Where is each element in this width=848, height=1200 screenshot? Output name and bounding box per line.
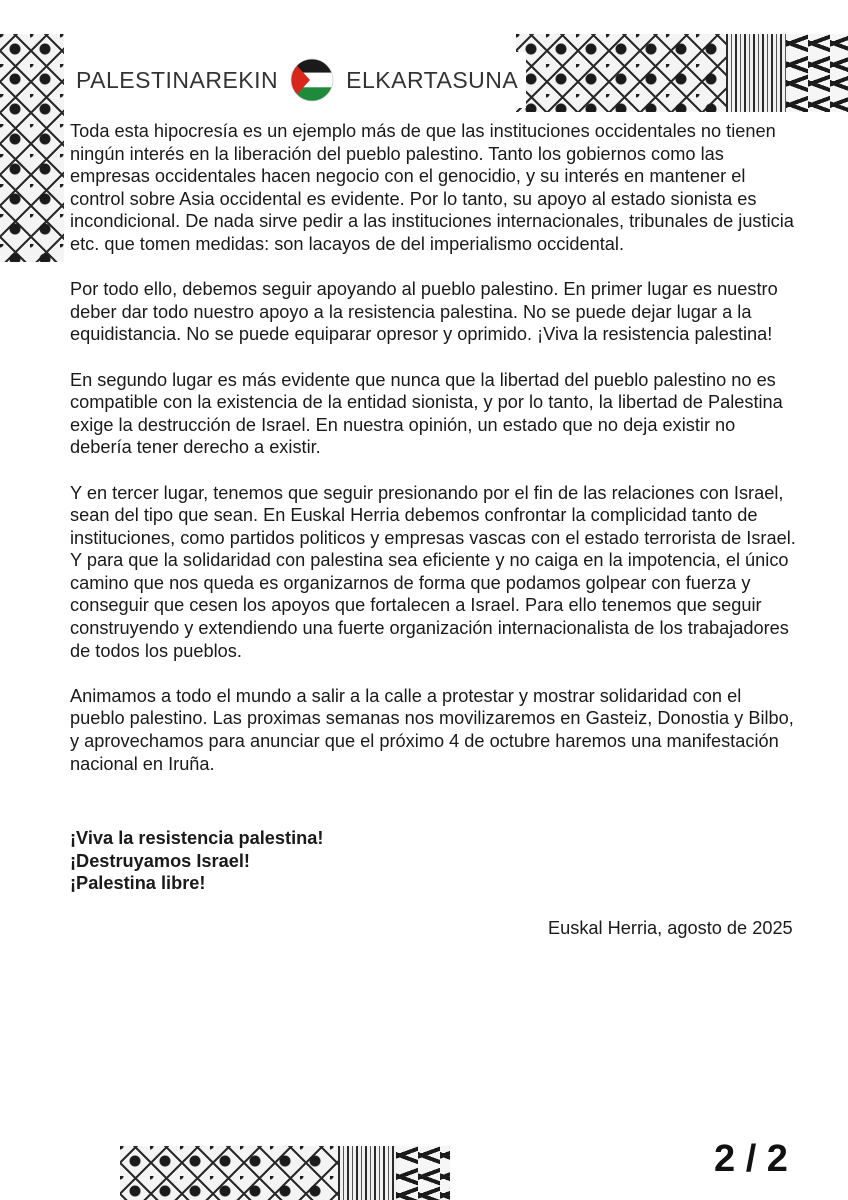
paragraph-3: En segundo lugar es más evidente que nunca que la libertad del pueblo palestino no es compatible con la existencia de la entidad sionista, y por lo tanto, la libertad de Palestina exige la destrucción de Israel. En nuestra opinión, un estado que no deja existir no debería tener derecho a existir. [70, 369, 783, 458]
keffiyeh-stripes-bottom [338, 1146, 396, 1200]
body-text [70, 120, 800, 798]
paragraph-4: Y en tercer lugar, tenemos que seguir presionando por el fin de las relaciones con Israel, sean del tipo que sean. En Euskal Herria debemos confrontar la complicidad tanto de instituciones, como partidos politicos y empresas vascas con el estado terrorista de Israel. Y para que la solidaridad con palestina sea eficiente y no caiga en la impotencia, el único camino que nos queda es organizarnos de forma que podamos golpear con fuerza y conseguir que cesen los apoyos que fortalecen a Israel. Para ello tenemos que seguir construyendo y extendiendo una fuerte organización internacionalista de los trabajadores de todos los pueblos. [70, 482, 796, 661]
closing-slogans [70, 827, 323, 895]
paragraph-1: Toda esta hipocresía es un ejemplo más de que las instituciones occidentales no tienen ningún interés en la liberación del pueblo palestino. Tanto los gobiernos como las empresas occidentales hacen negocio con el genocidio, y su interés en mantener el control sobre Asia occidental es evidente. Por lo tanto, su apoyo al estado sionista es incondicional. De nada sirve pedir a las instituciones internacionales, tribunales de justicia etc. que tomen medidas: son lacayos de del imperialismo occidental. [70, 121, 794, 254]
keffiyeh-zigzag-bottom [396, 1146, 450, 1200]
slogan-3: ¡Palestina libre! [70, 873, 206, 894]
keffiyeh-stripes-top-right [726, 34, 786, 112]
logo-left-word: PALESTINAREKIN [76, 66, 279, 93]
keffiyeh-pattern-top-left [0, 34, 64, 262]
slogan-2: ¡Destruyamos Israel! [70, 850, 250, 871]
paragraph-5: Animamos a todo el mundo a salir a la calle a protestar y mostrar solidaridad con el pueblo palestino. Las proximas semanas nos movilizaremos en Gasteiz, Donostia y Bilbo, y aprovechamos para anunciar que el próximo 4 de octubre haremos una manifestación nacional en Iruña. [70, 685, 794, 774]
paragraph-2: Por todo ello, debemos seguir apoyando al pueblo palestino. En primer lugar es nuestro deber dar todo nuestro apoyo a la resistencia palestina. No se puede dejar lugar a la equidistancia. No se puede equiparar opresor y oprimido. ¡Viva la resistencia palestina! [70, 279, 778, 345]
logo-header [76, 52, 526, 108]
keffiyeh-pattern-top-right [516, 34, 726, 112]
keffiyeh-zigzag-top-right [786, 34, 848, 112]
page-number: 2 / 2 [714, 1138, 788, 1180]
keffiyeh-pattern-bottom [120, 1146, 338, 1200]
signature-place-date: Euskal Herria, agosto de 2025 [548, 918, 793, 938]
palestine-flag-icon [290, 58, 334, 102]
logo-right-word: ELKARTASUNA [346, 66, 519, 93]
slogan-1: ¡Viva la resistencia palestina! [70, 828, 324, 848]
